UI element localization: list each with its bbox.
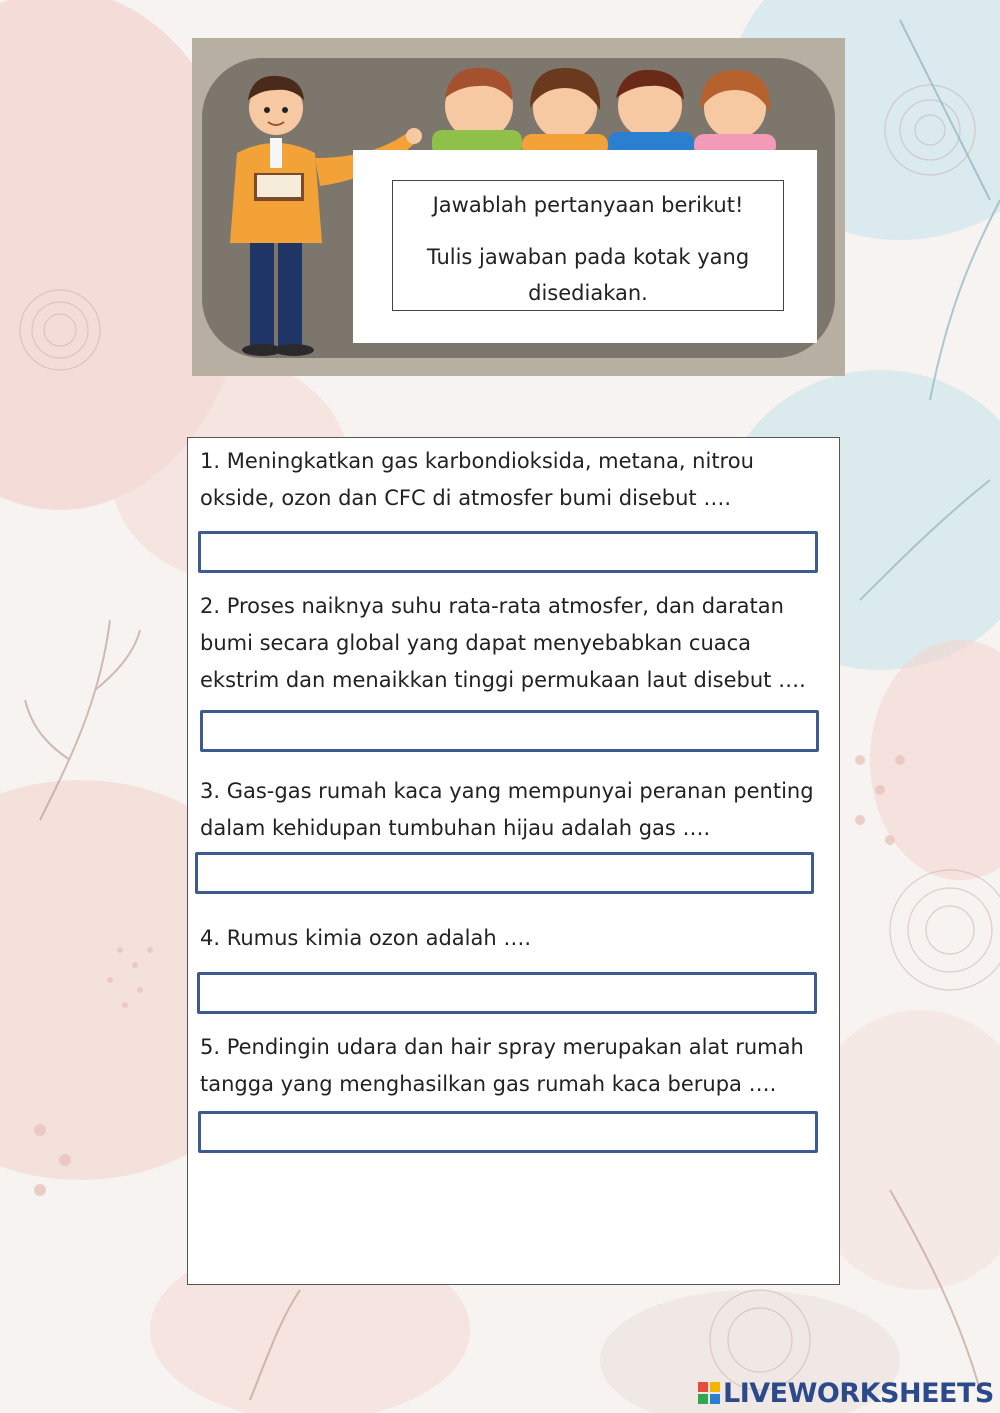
answer-input-2[interactable] — [200, 710, 819, 752]
question-5-text: 5. Pendingin udara dan hair spray merupakan alat rumah tangga yang menghasilkan gas rumah kaca berupa …. — [200, 1035, 804, 1096]
instruction-line-2: Tulis jawaban pada kotak yang disediakan. — [426, 245, 750, 305]
instructions-box — [392, 180, 784, 311]
liveworksheets-logo-text: LIVEWORKSHEETS — [723, 1377, 994, 1409]
question-3-text: 3. Gas-gas rumah kaca yang mempunyai peranan penting dalam kehidupan tumbuhan hijau adalah gas …. — [200, 779, 814, 840]
instruction-line-1: Jawablah pertanyaan berikut! — [432, 193, 744, 217]
question-1-text: 1. Meningkatkan gas karbondioksida, metana, nitrou okside, ozon dan CFC di atmosfer bumi disebut …. — [200, 449, 754, 510]
question-4-text: 4. Rumus kimia ozon adalah …. — [200, 926, 532, 950]
answer-input-3[interactable] — [195, 852, 814, 894]
answer-input-5[interactable] — [198, 1111, 818, 1153]
liveworksheets-logo-icon — [698, 1382, 720, 1404]
question-2-text: 2. Proses naiknya suhu rata-rata atmosfer, dan daratan bumi secara global yang dapat menyebabkan cuaca ekstrim dan menaikkan tinggi permukaan laut disebut …. — [200, 594, 806, 692]
answer-input-4[interactable] — [197, 972, 817, 1014]
liveworksheets-logo[interactable] — [698, 1378, 994, 1408]
answer-input-1[interactable] — [198, 531, 818, 573]
